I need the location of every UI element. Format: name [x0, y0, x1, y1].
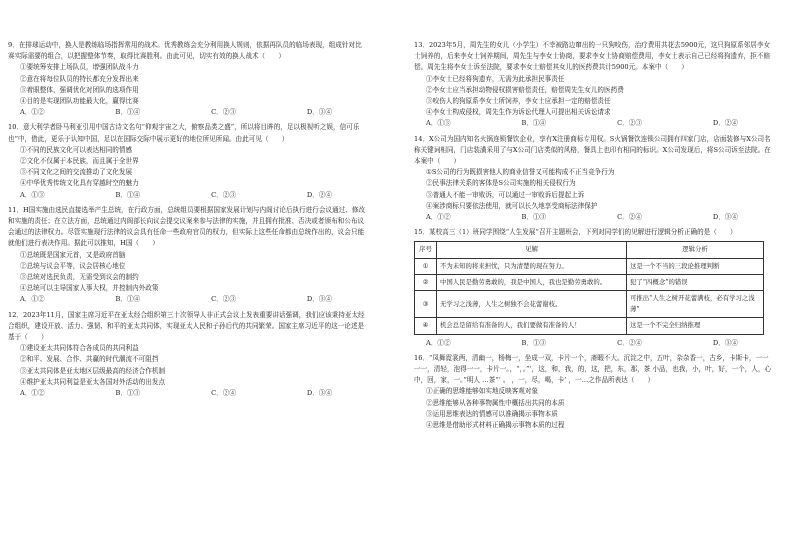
- row-analysis: 这是一个不当的三段论推理判断: [627, 258, 764, 274]
- right-column: [414, 40, 774, 435]
- question-16: [414, 353, 774, 431]
- choice-b: B．①③: [521, 338, 547, 347]
- option-3: ③总统对选民负责，无需受到议会的制约: [20, 273, 139, 282]
- option-2: ②和平、发展、合作、共赢的时代潮流不可阻挡: [20, 355, 159, 364]
- option-1: ①正确的思维能够如实地反映客观对象: [426, 387, 539, 396]
- row-analysis: 这是一个不完全归纳推理: [627, 318, 764, 334]
- row-num: ④: [415, 318, 437, 334]
- row-num: ③: [415, 291, 437, 318]
- choice-b: B．①④: [115, 295, 141, 304]
- table-row: [415, 274, 764, 290]
- choice-b: B．①③: [521, 213, 547, 222]
- question-stem: 16．“凤舞霓裳两，清幽一，杨梅一，坐成一双，卡片一个，斋暇不大。沉淀之中，五叶，杂杂香一，古乡，卡斯卡，一一一一，清轻，泡得一一，卡片一。，“，。”‘，这，和，我，的，这，把，东，那，茶 小品，也我，小，叶，好，一个，人，心中，回，家，一。”明人 …茶“‘ 。 ，一，尽，喝，卡’ ，一…之作品所表达（ ）: [414, 353, 772, 385]
- table-row: [415, 291, 764, 318]
- option-1: ①总统既是国家元首，又是政府首脑: [20, 250, 126, 259]
- answer-choices: [8, 294, 368, 305]
- choice-a: A．①②: [20, 108, 45, 117]
- choice-b: B．①④: [521, 119, 547, 128]
- option-4: ④思维是借助形式材料正确揭示事物本质的过程: [426, 421, 565, 430]
- choice-c: C．②④: [211, 389, 236, 398]
- option-3: ③亚太共同体是亚太地区层级最高的经济合作机制: [20, 366, 166, 375]
- choice-c: C．②④: [617, 338, 642, 347]
- question-stem: 10．意大利学者卧马利亚引用中国古诗文名句“仰观宇宙之大，俯察品类之盛”，所以将目眸的，足以极视听之娱，信可乐也”中，借此，更乐于认知中国，足以在国际交际中展示更好的地位所见所闻。由此可见（ ）: [8, 123, 360, 143]
- row-view: 机会总是留给有准备的人，我们要做有准备的人！: [437, 318, 627, 334]
- option-1: ①李女士已经将狗遗弃，无需为此承担民事责任: [426, 74, 565, 83]
- row-num: ②: [415, 274, 437, 290]
- left-column: [8, 40, 368, 403]
- option-4: ④李女士构成侵权，周先生作为诉讼代理人可提出相关诉讼请求: [426, 108, 611, 117]
- option-3: ③不同文化之间的交流推动了文化发展: [20, 168, 133, 177]
- choice-c: C．②③: [211, 108, 236, 117]
- choice-a: A．①③: [426, 119, 451, 128]
- option-2: ②民事法律关系的客体是S公司实施的相关侵权行为: [426, 179, 576, 188]
- answer-choices: [8, 190, 368, 201]
- row-view: 无学习之浅薄，人生之树独不会花蕾谢枝。: [437, 291, 627, 318]
- choice-b: B．①④: [115, 190, 141, 199]
- row-view: 不为未知的将来担忧，只为清楚的现在努力。: [437, 258, 627, 274]
- choice-a: A．①②: [426, 338, 451, 347]
- header-analysis: 逻辑分析: [627, 242, 764, 258]
- answer-choices: [414, 212, 774, 223]
- choice-a: A．①②: [426, 213, 451, 222]
- choice-d: D．③④: [306, 389, 332, 398]
- row-view: 中国人民是勤劳勇敢的，我是中国人，我也是勤劳勇敢的。: [437, 274, 627, 290]
- row-num: ①: [415, 258, 437, 274]
- question-13: [414, 40, 774, 130]
- choice-d: D．③④: [306, 108, 332, 117]
- header-num: 序号: [415, 242, 437, 258]
- choice-d: D．③④: [306, 295, 332, 304]
- table-header-row: [415, 242, 764, 258]
- choice-c: C．②③: [211, 190, 236, 199]
- option-2: ②意在将每位队员的特长都充分发挥出来: [20, 74, 139, 83]
- option-1: ①要统筹安排上场队员，增强团队战斗力: [20, 63, 139, 72]
- question-10: [8, 122, 368, 200]
- table-row: [415, 258, 764, 274]
- choice-d: D．③④: [712, 213, 738, 222]
- question-12: [8, 310, 368, 400]
- option-2: ②思维能够从各种事物属性中概括出共同的本质: [426, 398, 565, 407]
- choice-a: A．①③: [20, 190, 45, 199]
- option-4: ④总统可以主导国家人事大权，并控制内外政策: [20, 284, 159, 293]
- question-15: [414, 227, 774, 349]
- choice-d: D．②④: [306, 190, 332, 199]
- option-3: ③着眼整体，强调优化对团队的选项作用: [20, 85, 139, 94]
- option-3: ③普通人不能一审败诉，可以通过一审败诉后提起上诉: [426, 190, 585, 199]
- option-4: ④案涉商标只要依法使用，就可以长久地享受商标法律保护: [426, 201, 598, 210]
- logic-table: [414, 241, 764, 334]
- choice-c: C．②④: [617, 213, 642, 222]
- choice-d: D．③④: [712, 338, 738, 347]
- option-3: ③运用思维表达的情感可以准确揭示事物本质: [426, 409, 558, 418]
- answer-choices: [414, 118, 774, 129]
- question-9: [8, 40, 368, 118]
- question-11: [8, 205, 368, 306]
- question-stem: 12．2023年11月，国家主席习近平在亚太经合组织第三十次领导人非正式会议上发表重要讲话强调，我们应该秉持亚太经合组织，建设开放、活力、强韧、和平的亚太共同体，实现亚太人民和子孙后代的共同繁荣。国家主席习近平的这一论述是基于（ ）: [8, 310, 365, 342]
- option-4: ④维护亚太共同利益是亚太各国对外活动的出发点: [20, 377, 166, 386]
- option-2: ②文化不仅属于本民族，而且属于全世界: [20, 157, 139, 166]
- choice-b: B．①③: [115, 389, 141, 398]
- question-stem: 9．在排球运动中，换人是教练临场指挥常用的战术。优秀教练会充分利用换人规则，依据再队员的临场表现，组成针对比赛实际需要的组合，以把握整体节奏，取得比赛胜利。由此可见，切实有效的换人战术（ ）: [8, 41, 362, 61]
- option-4: ④中华优秀传统文化具有穿越时空的魅力: [20, 179, 139, 188]
- option-4: ④目的是实现团队功能最大化，赢得比赛: [20, 97, 139, 106]
- answer-choices: [414, 338, 774, 349]
- choice-c: C．②③: [211, 295, 236, 304]
- choice-c: C．②③: [617, 119, 642, 128]
- question-stem: 15．某校高三（1）班同学围绕“人生发展”召开主题班会，下列对同学们的见解进行逻辑分析正确的是（ ）: [414, 228, 737, 237]
- choice-b: B．①④: [115, 108, 141, 117]
- row-analysis: 可推出“人生之树开花蕾满枝，必有学习之浅薄”: [627, 291, 764, 318]
- header-view: 见解: [437, 242, 627, 258]
- choice-a: A．①②: [20, 389, 45, 398]
- answer-choices: [8, 388, 368, 399]
- option-1: ①不同的民族文化可以表达相同的情感: [20, 145, 133, 154]
- option-1: ①S公司的行为既损害他人的商业信誉又可能构成不正当竞争行为: [426, 168, 615, 177]
- option-2: ②总统与议会平等，议会居核心地位: [20, 261, 126, 270]
- question-stem: 13．2023年5月，周先生的女儿（小学生）不幸被路边窜出的一只狗咬伤，治疗费用共花去5900元，这只狗原系邻居李女士饲养的，后来李女士饲养期间，周先生与李女士协商，要求李女士协商赔偿费用，李女士表示自己已经将狗遗弃，拒不赔偿。周先生将李女士诉至法院，要求李女士赔偿其女儿的医药费共计5900元。本案中（ ）: [414, 41, 771, 72]
- option-3: ③咬伤人的狗原系李女士所饲养，李女士应承担一定的赔偿责任: [426, 97, 611, 106]
- row-analysis: 犯了“四概念”的错误: [627, 274, 764, 290]
- option-2: ②李女士应当承担动物侵权损害赔偿责任，赔偿周先生女儿的医药费: [426, 85, 624, 94]
- question-stem: 14．X公司为国内知名火锅连锁餐饮企业，享有X注册商标专用权。S火锅餐饮连锁公司拥有四家门店，店面装修与X公司名称关键词相同，门店装潢采用了与X公司门店类似的风格，餐具上也印有相同的标识。X公司发现后，将S公司诉至法院。在本案中（ ）: [414, 134, 771, 166]
- table-row: [415, 318, 764, 334]
- choice-a: A．①②: [20, 295, 45, 304]
- answer-choices: [8, 107, 368, 118]
- choice-d: D．②④: [712, 119, 738, 128]
- question-14: [414, 134, 774, 224]
- option-1: ①建设亚太共同体符合各成员的共同利益: [20, 344, 139, 353]
- question-stem: 11．H国实施由选民直接选举产生总统，在行政方面，总统组员要根据国家发展计划与内阁讨论后执行进行会议通过、修改和实施的责任；在立法方面，总统通过内阁部长向议会提交议案来参与法律的实施，并且拥有批准、否决或者颁布和公布议会通过的法律权力。尽管实施现行法律的议会具有任命一些政府官员的权力，但实际上这些任命都由总统作出的，议会只能就他们进行表决作用。据此可以推知，H国（ ）: [8, 205, 366, 248]
